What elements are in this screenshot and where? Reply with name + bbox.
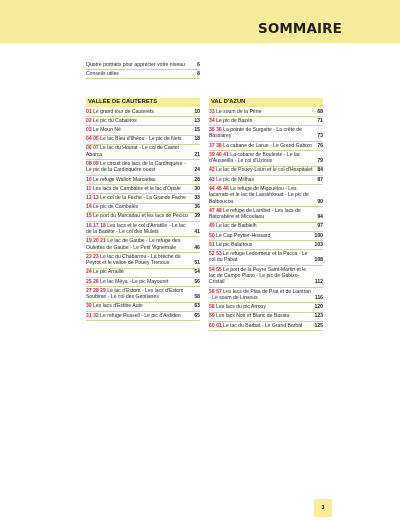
toc-number: 04 05 (86, 136, 99, 143)
toc-title: Le pic du Cabaliros (93, 117, 137, 124)
toc-number: 15 (86, 213, 92, 220)
toc-label (209, 143, 317, 149)
toc-page: 100 (314, 232, 323, 239)
toc-title: Le Moun Né (93, 127, 121, 134)
toc-label (209, 118, 317, 124)
toc-number: 59 (209, 313, 215, 320)
section-heading: VAL D'AZUN (209, 98, 323, 107)
toc-label (86, 177, 194, 183)
toc-page: 28 (194, 176, 200, 183)
toc-title: Le lac Bleu d'Ilhéou - Le pic de Nets (100, 136, 182, 143)
toc-entry[interactable] (209, 108, 323, 117)
toc-entry[interactable] (86, 176, 200, 185)
toc-title: Le lac du Chabarrou - La brèche du Peyrot et le vallon de Pouey Trenous (86, 253, 181, 267)
toc-entry[interactable] (86, 312, 200, 321)
toc-number: 33 (209, 108, 215, 115)
toc-number: 08 09 (86, 161, 99, 168)
toc-label (86, 195, 194, 201)
toc-entry[interactable] (209, 303, 323, 312)
toc-entry[interactable] (209, 322, 323, 331)
toc-label (86, 186, 194, 192)
toc-number: 37 38 (209, 142, 222, 149)
toc-page: 79 (317, 158, 323, 165)
toc-title: Le refuge de Migouélou - Les lacarrats et le lac de Lassiédouat - Le pic de Batboucou (209, 185, 309, 205)
section-vallee-de-cauterets (86, 98, 200, 321)
toc-number: 24 (86, 269, 92, 276)
toc-entry[interactable] (209, 266, 323, 288)
toc-entry[interactable] (86, 160, 200, 176)
toc-label (209, 223, 317, 229)
toc-entry[interactable] (209, 126, 323, 142)
toc-number: 60 61 (209, 322, 222, 329)
toc-title: Le port du Marcadau et les lacs de Pecico (93, 213, 188, 220)
toc-label (86, 109, 194, 115)
toc-label (209, 208, 317, 221)
toc-title: Les lacs du pic Arrouy (216, 304, 266, 311)
toc-entry[interactable] (209, 288, 323, 304)
toc-label (209, 152, 317, 165)
toc-page: 94 (317, 214, 323, 221)
toc-entry[interactable] (209, 250, 323, 266)
toc-entry[interactable] (209, 313, 323, 322)
toc-label (86, 118, 194, 124)
toc-title: Le port de la Peyre Saint-Martin et le lac de Campo Plano - Le pic de Gabizo-Cristail (209, 266, 307, 286)
toc-page: 116 (314, 294, 323, 301)
page-number: 3 (314, 499, 332, 517)
toc-entry[interactable] (86, 253, 200, 269)
toc-title: Les lacs de Cambalès et le lac d'Opale (92, 185, 181, 192)
toc-title: Le pic de Cambalès (93, 204, 139, 211)
toc-entry[interactable] (209, 185, 323, 207)
toc-entry[interactable] (86, 213, 200, 222)
toc-entry[interactable] (86, 136, 200, 145)
toc-entry[interactable] (86, 185, 200, 194)
section-heading: VALLÉE DE CAUTERETS (86, 98, 200, 107)
toc-number: 34 (209, 117, 215, 124)
toc-number: 51 (209, 241, 215, 248)
toc-title: Le refuge Ledormeur et la Pacca - Le col du Pabat (209, 250, 308, 264)
toc-label (209, 251, 315, 264)
toc-page: 65 (194, 312, 200, 319)
toc-entry[interactable] (86, 145, 200, 161)
toc-page: 18 (194, 136, 200, 143)
toc-title: La cabane de Larue - Le Grand Gabizo (223, 142, 312, 149)
toc-label (86, 254, 194, 267)
toc-title: Le lac Méya - Le pic Mayouret (100, 278, 169, 285)
toc-title: Le refuge Russell - Le pic d'Ardiden (100, 312, 181, 319)
toc-page: 97 (317, 223, 323, 230)
toc-entry[interactable] (86, 61, 200, 70)
toc-entry[interactable] (86, 269, 200, 278)
toc-number: 27 28 29 (86, 287, 106, 294)
toc-entry[interactable] (86, 126, 200, 135)
toc-page: 87 (317, 176, 323, 183)
toc-label (86, 238, 194, 251)
toc-title: Le lac de Batbielh (216, 223, 257, 230)
toc-number: 39 40 41 (209, 151, 229, 158)
toc-entry[interactable] (86, 278, 200, 287)
toc-title: Les lacs d'Estibe Aute (93, 303, 143, 310)
toc-entry[interactable] (209, 207, 323, 223)
toc-page: 120 (314, 304, 323, 311)
toc-entry[interactable] (209, 176, 323, 185)
toc-title: Le refuge Wallon Marcadau (93, 176, 156, 183)
header-band (0, 0, 400, 43)
toc-title: Le pic de Bazès (216, 117, 253, 124)
toc-page: 51 (194, 260, 200, 267)
toc-number: 42 (209, 167, 215, 174)
toc-number: 44 45 46 (209, 185, 229, 192)
page-title: SOMMAIRE (258, 21, 342, 37)
toc-label (86, 136, 194, 142)
toc-label (209, 267, 315, 286)
toc-page: 73 (317, 133, 323, 140)
toc-label (86, 313, 194, 319)
toc-page: 24 (194, 167, 200, 174)
toc-page: 6 (197, 61, 200, 68)
toc-title: Le lac du Hourat - Le col de Castet Abarca (86, 145, 179, 158)
toc-number: 50 (209, 232, 215, 239)
toc-number: 14 (86, 204, 92, 211)
toc-label (86, 223, 194, 236)
toc-number: 30 (86, 303, 92, 310)
toc-page: 30 (194, 185, 200, 192)
toc-entry[interactable] (209, 167, 323, 176)
toc-label (86, 161, 194, 174)
toc-label (209, 127, 317, 140)
toc-label (209, 313, 315, 319)
toc-page: 54 (194, 269, 200, 276)
toc-title: Le col de la Fache - La Grande Fache (100, 195, 186, 201)
toc-label (86, 213, 194, 219)
toc-title: Le pic de Millhas (216, 176, 255, 183)
toc-page: 56 (194, 278, 200, 285)
toc-label (209, 109, 317, 115)
toc-label (209, 186, 317, 205)
toc-title: Le refuge de Larribet - Les lacs de Batcrabère et Micoulaou (209, 207, 301, 221)
toc-entry[interactable] (209, 232, 323, 241)
toc-entry[interactable] (86, 222, 200, 238)
toc-page: 112 (314, 279, 323, 286)
toc-number: 52 53 (209, 250, 222, 257)
toc-entry[interactable] (86, 237, 200, 253)
toc-number: 56 57 (209, 288, 222, 295)
toc-title: La cabane de Bouleste - Le lac d'Ausseilla - Le col d'Uzious (209, 151, 301, 165)
toc-entry[interactable] (209, 151, 323, 167)
toc-page: 10 (194, 108, 200, 115)
toc-label (86, 127, 194, 133)
toc-label (86, 279, 194, 285)
toc-title: Le pic Balaïtous (216, 241, 253, 248)
toc-number: 03 (86, 127, 92, 134)
toc-entry[interactable] (209, 241, 323, 250)
toc-entry[interactable] (209, 223, 323, 232)
toc-number: 16 17 18 (86, 222, 106, 229)
toc-page: 125 (314, 322, 323, 329)
toc-entry[interactable] (86, 287, 200, 303)
toc-label (209, 233, 315, 239)
toc-title: Le lac de Pouey-Laün et le col d'Hospitalet (216, 167, 313, 174)
toc-title: Le lac du Barbat - Le Grand Barbat (223, 322, 303, 329)
toc-page: 108 (314, 257, 323, 264)
toc-page: 33 (194, 195, 200, 201)
toc-label (209, 289, 315, 302)
toc-number: 06 07 (86, 145, 99, 152)
toc-entry[interactable] (86, 117, 200, 126)
section-val-d-azun (209, 98, 323, 331)
toc-number: 31 32 (86, 312, 99, 319)
toc-page: 46 (194, 244, 200, 251)
toc-page: 41 (194, 228, 200, 235)
toc-number: 02 (86, 117, 92, 124)
toc-label (209, 242, 315, 248)
toc-label (209, 177, 317, 183)
toc-number: 22 23 (86, 253, 99, 260)
toc-title: Le Cap Peytier-Hossard (216, 232, 271, 239)
toc-page: 71 (317, 117, 323, 124)
toc-page: 36 (194, 204, 200, 211)
toc-label: Conseils utiles (86, 70, 119, 77)
toc-entry[interactable] (86, 204, 200, 213)
toc-label (209, 323, 315, 329)
toc-label (86, 303, 194, 309)
toc-entry[interactable] (86, 70, 200, 79)
toc-label (86, 269, 194, 275)
toc-entry[interactable] (209, 142, 323, 151)
toc-page: 90 (317, 198, 323, 205)
toc-entry[interactable] (86, 194, 200, 203)
toc-title: Les lacs et le col d'Arratille - Le lac de la Badète - Le col des Mulets (86, 222, 186, 235)
toc-page: 63 (194, 303, 200, 310)
toc-number: 01 (86, 108, 92, 115)
toc-title: Le lac d'Estom - Les lacs d'Estom Soubiran - Le col des Gentianes (86, 287, 184, 301)
toc-page: 123 (314, 313, 323, 320)
intro-list (86, 61, 200, 79)
toc-page: 39 (194, 213, 200, 220)
toc-number: 12 13 (86, 195, 99, 201)
toc-number: 58 (209, 304, 215, 311)
toc-title: Le grand tour de Cauterets (93, 108, 154, 115)
toc-page: 103 (314, 241, 323, 248)
toc-page: 84 (317, 167, 323, 174)
toc-page: 68 (317, 108, 323, 115)
toc-title: Le pic Arraillé (93, 269, 124, 276)
toc-number: 47 48 (209, 207, 222, 214)
toc-page: 8 (197, 70, 200, 77)
toc-label: Quatre portraits pour apprécier votre niveau (86, 61, 185, 68)
toc-title: Le circuit des lacs de la Cardinquère - Le pic de la Cardinquère ouest (86, 161, 186, 174)
toc-number: 54 55 (209, 266, 222, 273)
toc-title: Le soum de la Pène (216, 108, 262, 115)
toc-page: 21 (194, 151, 200, 158)
toc-page: 13 (194, 117, 200, 124)
toc-entry[interactable] (86, 303, 200, 312)
toc-entry[interactable] (86, 108, 200, 117)
toc-number: 10 (86, 176, 92, 183)
toc-number: 35 36 (209, 127, 222, 134)
toc-title: Les lacs Noir et Blanc de Bassia (216, 313, 290, 320)
toc-page: 76 (317, 142, 323, 149)
toc-label (86, 288, 194, 301)
toc-label (209, 304, 315, 310)
toc-title: Le lac de Gaube - Le refuge des Oulettes de Gaube - Le Petit Vignemale (86, 238, 181, 251)
toc-title: Les lacs de Plaa de Prat et de Liantran - Le soum de Linsous (209, 288, 311, 301)
toc-entry[interactable] (209, 117, 323, 126)
toc-number: 25 26 (86, 278, 99, 285)
toc-number: 11 (86, 185, 92, 192)
toc-page: 58 (194, 294, 200, 301)
toc-label (86, 145, 194, 158)
toc-number: 49 (209, 223, 215, 230)
toc-title: La pointe de Surgatte - La crête de Bassiarey (209, 127, 302, 140)
toc-label (86, 204, 194, 210)
toc-number: 19 20 21 (86, 238, 106, 245)
toc-label (209, 167, 317, 173)
toc-number: 43 (209, 176, 215, 183)
toc-page: 15 (194, 127, 200, 134)
